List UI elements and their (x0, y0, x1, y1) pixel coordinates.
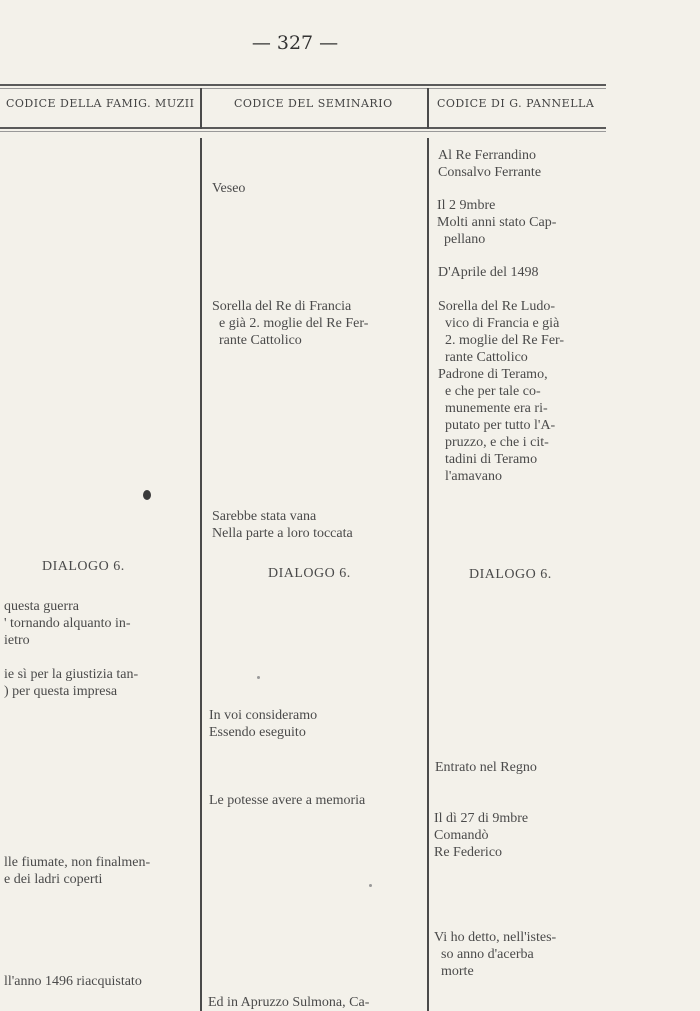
ink-spot-large (143, 490, 151, 500)
col1-block-1: questa guerra ' tornando alquanto in- ietro (4, 599, 131, 648)
column-divider-1-body (200, 138, 202, 1011)
col3-dialogo: DIALOGO 6. (469, 567, 552, 582)
column-divider-2-body (427, 138, 429, 1011)
header-bottom-rule (0, 127, 606, 129)
col2-block-3: Sarebbe stata vana Nella parte a loro toccata (212, 509, 353, 541)
col1-block-2: ie sì per la giustizia tan- ) per questa impresa (4, 667, 139, 699)
ink-spot-small-2 (369, 884, 372, 887)
col3-block-3: D'Aprile del 1498 (438, 265, 539, 280)
header-top-rule-thin (0, 88, 606, 89)
col1-block-3: lle fiumate, non finalmen- e dei ladri coperti (4, 855, 151, 887)
header-col2: CODICE DEL SEMINARIO (234, 97, 393, 110)
header-col1: CODICE DELLA FAMIG. MUZII (6, 97, 195, 110)
col2-block-5: Le potesse avere a memoria (209, 793, 366, 808)
col2-block-1: Veseo (212, 181, 246, 196)
col3-block-1: Al Re Ferrandino Consalvo Ferrante (438, 148, 542, 180)
col2-block-2: Sorella del Re di Francia e già 2. moglie del Re Fer- rante Cattolico (212, 299, 369, 348)
col3-block-4: Sorella del Re Ludo- vico di Francia e già 2. moglie del Re Fer- rante Cattolico Padrone di Teramo, e che per tale co- munemente era ri- putato per tutto l'A- pruzzo, e che i cit- tadini di Teramo l'amavano (438, 299, 565, 484)
col2-dialogo: DIALOGO 6. (268, 566, 351, 581)
col3-block-6: Il dì 27 di 9mbre Comandò Re Federico (434, 811, 529, 860)
column-divider-2 (427, 88, 429, 129)
header-bottom-rule-thin (0, 131, 606, 132)
col3-block-5: Entrato nel Regno (435, 760, 537, 775)
col1-dialogo: DIALOGO 6. (42, 559, 125, 574)
col2-block-4: In voi consideramo Essendo eseguito (209, 708, 318, 740)
col3-block-2: Il 2 9mbre Molti anni stato Cap- pellano (437, 198, 557, 247)
col3-block-7: Vi ho detto, nell'istes- so anno d'acerba morte (434, 930, 557, 979)
column-divider-1 (200, 88, 202, 129)
page-number: — 327 — (251, 32, 339, 54)
col2-block-6: Ed in Apruzzo Sulmona, Ca- (208, 995, 370, 1010)
ink-spot-small-1 (257, 676, 260, 679)
col1-block-4: ll'anno 1496 riacquistato (4, 974, 142, 989)
header-top-rule (0, 84, 606, 86)
header-col3: CODICE DI G. PANNELLA (437, 97, 595, 110)
